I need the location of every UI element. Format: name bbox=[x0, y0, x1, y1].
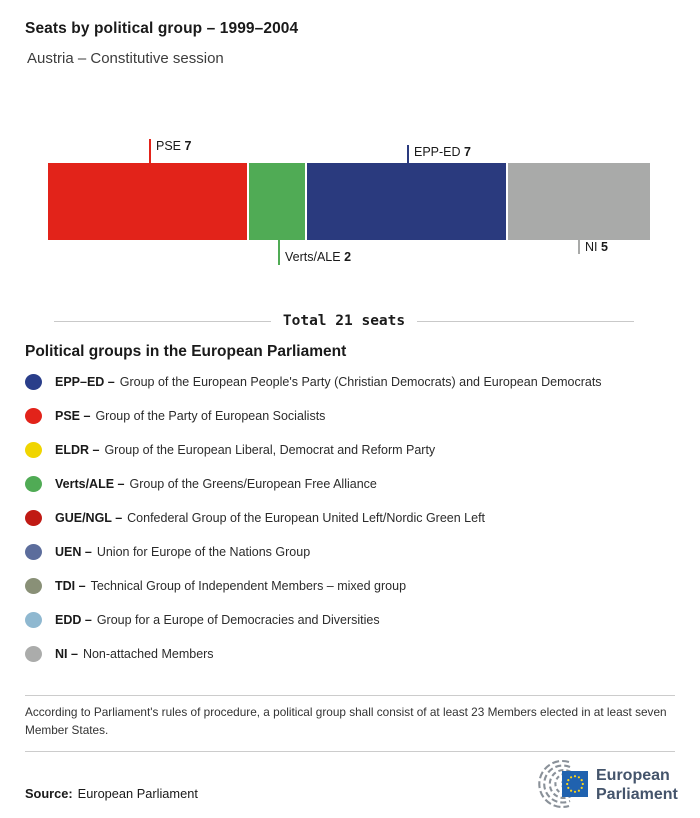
page-title: Seats by political group – 1999–2004 bbox=[25, 20, 299, 37]
legend-abbr: EDD – bbox=[55, 613, 92, 627]
legend-item-eldr bbox=[25, 433, 680, 467]
legend-item-ni bbox=[25, 637, 680, 671]
bar-label-verts-ale bbox=[285, 250, 351, 264]
legend-dot-pse bbox=[25, 408, 42, 424]
legend-desc: Group of the Party of European Socialists bbox=[95, 409, 326, 423]
legend-desc: Group of the European People's Party (Christian Democrats) and European Democrats bbox=[119, 375, 602, 389]
legend-item-pse bbox=[25, 399, 680, 433]
footnote-rule-bottom bbox=[25, 751, 675, 752]
legend-abbr: Verts/ALE – bbox=[55, 477, 125, 491]
bar-label-verts-ale-group: Verts/ALE bbox=[285, 250, 341, 264]
total-seats-label: Total 21 seats bbox=[282, 313, 406, 329]
tick-verts-ale bbox=[278, 240, 280, 265]
legend-desc: Confederal Group of the European United Left/Nordic Green Left bbox=[127, 511, 486, 525]
source-text: European Parliament bbox=[77, 786, 198, 801]
legend-abbr: ELDR – bbox=[55, 443, 100, 457]
legend-abbr: NI – bbox=[55, 647, 78, 661]
legend-abbr: PSE – bbox=[55, 409, 91, 423]
legend-abbr: TDI – bbox=[55, 579, 86, 593]
total-rule-right bbox=[417, 321, 634, 322]
legend-desc: Group for a Europe of Democracies and Diversities bbox=[96, 613, 380, 627]
legend-dot-ni bbox=[25, 646, 42, 662]
legend-dot-edd bbox=[25, 612, 42, 628]
legend-desc: Technical Group of Independent Members – mixed group bbox=[90, 579, 407, 593]
legend-dot-epp-ed bbox=[25, 374, 42, 390]
bar-label-epp-ed-seats: 7 bbox=[464, 145, 471, 159]
total-rule-left bbox=[54, 321, 271, 322]
bar-label-verts-ale-seats: 2 bbox=[344, 250, 352, 264]
legend-desc: Non-attached Members bbox=[82, 647, 214, 661]
legend-dot-eldr bbox=[25, 442, 42, 458]
legend-desc: Group of the European Liberal, Democrat and Reform Party bbox=[104, 443, 436, 457]
source-label: Source: bbox=[25, 786, 73, 801]
footnote-text: According to Parliament's rules of procedure, a political group shall consist of at least 23 Members elected in at least seven Member States. bbox=[25, 705, 667, 737]
bar-label-ni-group: NI bbox=[585, 240, 598, 254]
bar-segment-ni bbox=[508, 163, 650, 240]
tick-pse bbox=[149, 139, 151, 163]
legend-abbr: GUE/NGL – bbox=[55, 511, 123, 525]
bar-segment-pse bbox=[48, 163, 247, 240]
legend-desc: Group of the Greens/European Free Alliance bbox=[129, 477, 377, 491]
legend-item-uen bbox=[25, 535, 680, 569]
legend-dot-uen bbox=[25, 544, 42, 560]
logo-wordmark-line1: European bbox=[596, 767, 670, 784]
bar-segment-verts-ale bbox=[249, 163, 306, 240]
bar-label-epp-ed bbox=[414, 145, 471, 159]
total-seats-row bbox=[54, 313, 634, 329]
stacked-seat-bar bbox=[48, 163, 650, 240]
legend-dot-verts-ale bbox=[25, 476, 42, 492]
european-parliament-logo bbox=[524, 758, 680, 810]
legend-dot-gue-ngl bbox=[25, 510, 42, 526]
bar-label-ni bbox=[585, 240, 608, 254]
legend-item-edd bbox=[25, 603, 680, 637]
bar-label-epp-ed-group: EPP-ED bbox=[414, 145, 461, 159]
logo-wordmark-line2: Parliament bbox=[596, 786, 678, 803]
bar-label-pse-seats: 7 bbox=[184, 139, 192, 153]
legend-list bbox=[25, 365, 680, 671]
bar-label-pse bbox=[156, 139, 191, 153]
legend-dot-tdi bbox=[25, 578, 42, 594]
legend-item-gue-ngl bbox=[25, 501, 680, 535]
eu-flag-icon bbox=[562, 771, 588, 797]
bar-label-ni-seats: 5 bbox=[600, 240, 608, 254]
footnote-rule-top bbox=[25, 695, 675, 696]
legend-abbr: UEN – bbox=[55, 545, 92, 559]
bar-segment-epp-ed bbox=[307, 163, 506, 240]
legend-desc: Union for Europe of the Nations Group bbox=[96, 545, 311, 559]
legend-abbr: EPP–ED – bbox=[55, 375, 115, 389]
source-line bbox=[25, 786, 198, 801]
legend-item-epp-ed bbox=[25, 365, 680, 399]
legend-heading: Political groups in the European Parliament bbox=[25, 343, 347, 360]
legend-item-verts-ale bbox=[25, 467, 680, 501]
tick-ni bbox=[578, 240, 580, 254]
page-subtitle: Austria – Constitutive session bbox=[27, 50, 224, 67]
bar-label-pse-group: PSE bbox=[156, 139, 182, 153]
legend-item-tdi bbox=[25, 569, 680, 603]
tick-epp-ed bbox=[407, 145, 409, 163]
